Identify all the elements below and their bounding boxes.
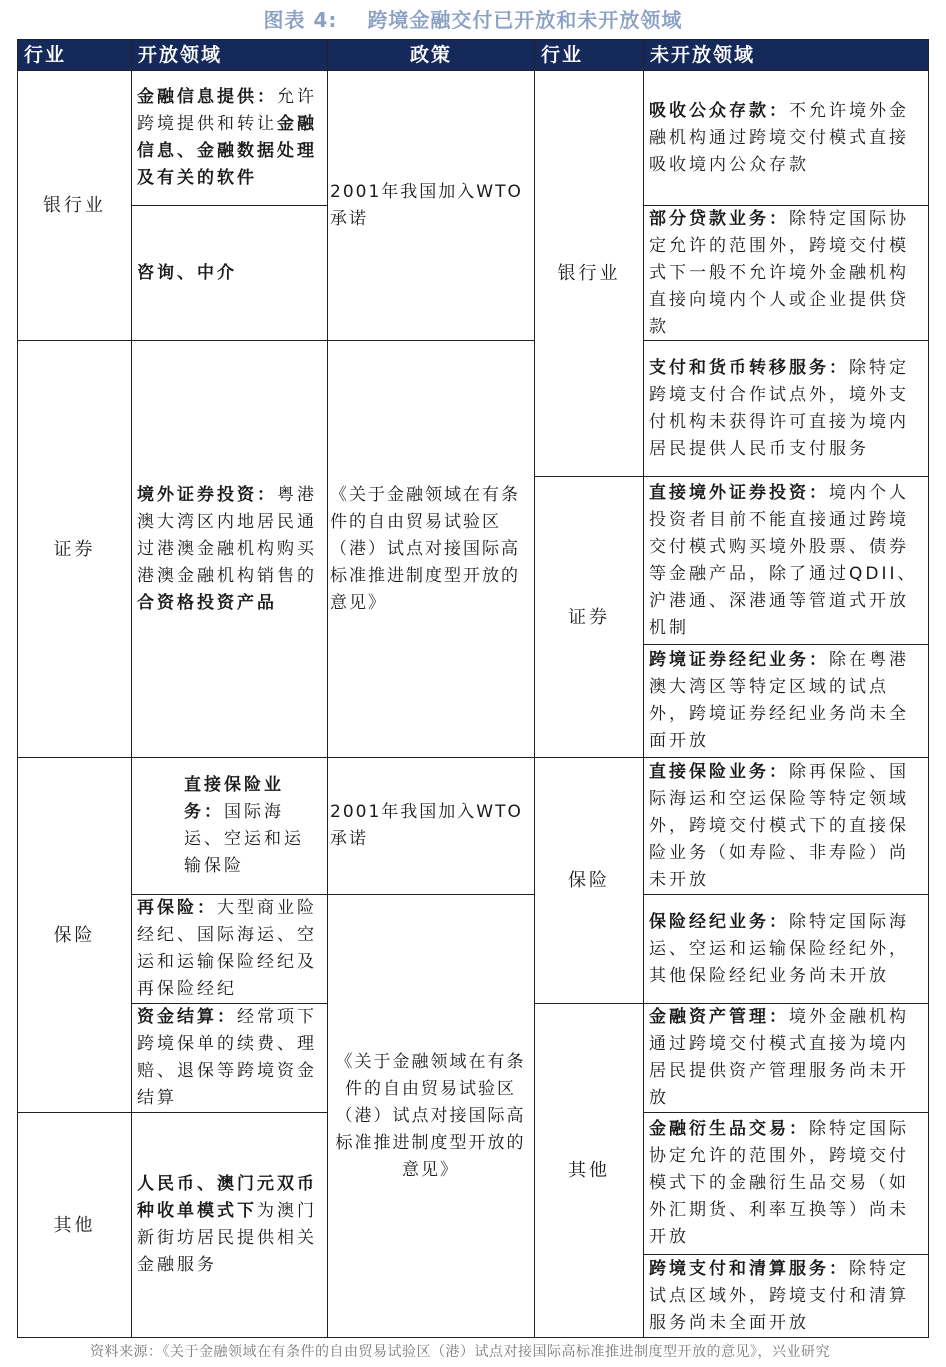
policy-opinion-securities	[327, 340, 535, 758]
closed-asset-management-text	[649, 1004, 924, 1112]
policy-wto-banking	[327, 70, 535, 341]
header-industry-label: 行业	[24, 43, 67, 66]
industry-other	[17, 1112, 132, 1338]
open-bank2-bold: 咨询、中介	[137, 262, 237, 283]
closed-insurance-brokerage	[643, 894, 929, 1004]
policy-wto-banking-text: 2001年我国加入WTO承诺	[330, 181, 523, 229]
right-industry-banking-label: 银行业	[557, 263, 621, 284]
closed-c1-bold: 吸收公众存款：	[649, 100, 789, 121]
right-industry-other-label: 其他	[568, 1160, 610, 1181]
header-industry-2-label: 行业	[541, 43, 584, 66]
closed-payment-transfer-text	[649, 355, 924, 463]
header-open	[131, 39, 328, 71]
closed-c3-text: 除特定跨境支付合作试点外，境外支付机构未获得许可直接为境内居民提供人民币支付服务	[649, 357, 909, 459]
open-ins2-bold: 再保险：	[137, 898, 217, 918]
open-insurance-direct-text	[184, 772, 323, 880]
source-note: 资料来源：《关于金融领域在有条件的自由贸易试验区（港）试点对接国际高标准推进制度型开放的意见》，兴业研究	[90, 1344, 830, 1360]
closed-c8-text: 境外金融机构通过跨境交付模式直接为境内居民提供资产管理服务尚未开放	[649, 1007, 909, 1108]
open-bank1-bold2: 金融信息、金融数据处理及有关的软件	[137, 114, 317, 188]
closed-c7-text: 除特定国际海运、空运和运输保险经纪外，其他保险经纪业务尚未开放	[649, 911, 909, 986]
closed-payment-transfer	[643, 340, 929, 477]
closed-direct-securities-text	[649, 480, 924, 642]
open-sec1-text: 粤港澳大湾区内地居民通过港澳金融机构购买港澳金融机构销售的	[137, 484, 317, 586]
closed-c5-bold: 跨境证券经纪业务：	[649, 650, 829, 670]
closed-insurance-brokerage-text	[649, 909, 924, 990]
closed-asset-management	[643, 1003, 929, 1113]
open-oth1-text: 为澳门新街坊居民提供相关金融服务	[137, 1201, 317, 1275]
open-insurance-settlement-text	[137, 1004, 323, 1112]
closed-derivatives-text	[649, 1116, 924, 1251]
open-banking-financial-info	[131, 70, 328, 206]
figure-label: 图表 4:	[263, 8, 338, 32]
open-insurance-settlement	[131, 1003, 328, 1113]
right-industry-other	[534, 1003, 644, 1338]
policy-opinion-securities-text: 《关于金融领域在有条件的自由贸易试验区（港）试点对接国际高标准推进制度型开放的意见》	[330, 484, 520, 613]
open-other-dual-currency	[131, 1112, 328, 1338]
industry-other-label: 其他	[53, 1214, 96, 1236]
open-securities-investment-text	[137, 482, 323, 617]
policy-opinion-other-text: 《关于金融领域在有条件的自由贸易试验区（港）试点对接国际高标准推进制度型开放的意见》	[335, 1051, 526, 1180]
header-closed-label: 未开放领域	[650, 43, 756, 66]
header-industry-2	[534, 39, 644, 71]
open-bank1-text: 允许跨境提供和转让	[137, 87, 317, 134]
open-other-dual-currency-text	[137, 1171, 323, 1279]
closed-loans	[643, 205, 929, 341]
policy-wto-insurance-text: 2001年我国加入WTO承诺	[330, 802, 523, 849]
closed-c9-bold: 金融衍生品交易：	[649, 1119, 809, 1139]
open-ins3-bold: 资金结算：	[137, 1007, 237, 1027]
industry-securities-label: 证券	[53, 538, 96, 560]
closed-payment-clearing	[643, 1254, 929, 1338]
open-insurance-reinsurance	[131, 894, 328, 1004]
open-oth1-bold: 人民币、澳门元双币种收单模式下	[137, 1174, 317, 1221]
closed-c3-bold: 支付和货币转移服务：	[649, 357, 849, 378]
open-ins3-text: 经常项下跨境保单的续费、理赔、退保等跨境资金结算	[137, 1007, 317, 1108]
open-banking-financial-info-text	[137, 84, 323, 192]
closed-c8-bold: 金融资产管理：	[649, 1007, 789, 1027]
closed-securities-brokerage	[643, 644, 929, 758]
industry-insurance	[17, 757, 132, 1113]
open-banking-consulting	[131, 205, 328, 341]
closed-c5-text: 除在粤港澳大湾区等特定区域的试点外，跨境证券经纪业务尚未全面开放	[649, 650, 909, 751]
industry-securities	[17, 340, 132, 758]
closed-c1-text: 不允许境外金融机构通过跨境交付模式直接吸收境内公众存款	[649, 100, 909, 175]
header-open-label: 开放领域	[138, 43, 223, 66]
closed-c2-bold: 部分贷款业务：	[649, 208, 789, 229]
closed-c7-bold: 保险经纪业务：	[649, 911, 789, 932]
right-industry-banking	[534, 70, 644, 477]
open-insurance-direct	[131, 757, 328, 895]
closed-public-deposits	[643, 70, 929, 206]
open-sec1-bold2: 合资格投资产品	[137, 592, 277, 613]
open-ins1-text: 国际海运、空运和运输保险	[184, 802, 304, 876]
closed-securities-brokerage-text	[649, 647, 924, 755]
open-securities-investment	[131, 340, 328, 758]
policy-opinion-other	[327, 894, 535, 1338]
open-ins2-text: 大型商业险经纪、国际海运、空运和运输保险经纪及再保险经纪	[137, 898, 317, 999]
industry-banking	[17, 70, 132, 341]
right-industry-securities-label: 证券	[568, 606, 610, 628]
closed-c9-text: 除特定国际协定允许的范围外，跨境交付模式下的金融衍生品交易（如外汇期货、利率互换等）尚未开放	[649, 1119, 909, 1247]
header-policy-label: 政策	[409, 43, 452, 66]
open-bank1-bold: 金融信息提供：	[137, 87, 277, 107]
closed-direct-insurance-text	[649, 759, 924, 894]
closed-direct-insurance	[643, 757, 929, 895]
closed-c6-bold: 直接保险业务：	[649, 761, 789, 782]
industry-banking-label: 银行业	[43, 195, 106, 216]
closed-c6-text: 除再保险、国际海运和空运保险等特定领域外，跨境交付模式下的直接保险业务（如寿险、非寿险）尚未开放	[649, 761, 909, 890]
closed-c10-bold: 跨境支付和清算服务：	[649, 1258, 849, 1279]
header-policy	[327, 39, 535, 71]
closed-c4-bold: 直接境外证券投资：	[649, 482, 829, 503]
closed-c4-text: 境内个人投资者目前不能直接通过跨境交付模式购买境外股票、债券等金融产品，除了通过QDII、沪港通、深港通等管道式开放机制	[649, 482, 918, 638]
right-industry-insurance-label: 保险	[568, 870, 610, 891]
right-industry-securities	[534, 476, 644, 758]
closed-payment-clearing-text	[649, 1256, 924, 1337]
open-sec1-bold: 境外证券投资：	[137, 484, 277, 505]
closed-c10-text: 除特定试点区域外，跨境支付和清算服务尚未全面开放	[649, 1258, 909, 1333]
right-industry-insurance	[534, 757, 644, 1004]
figure-title-text: 跨境金融交付已开放和未开放领域	[367, 8, 683, 32]
closed-direct-securities	[643, 476, 929, 645]
industry-insurance-label: 保险	[53, 924, 96, 946]
header-industry	[17, 39, 132, 71]
closed-c2-text: 除特定国际协定允许的范围外，跨境交付模式下一般不允许境外金融机构直接向境内个人或企业提供贷款	[649, 208, 909, 337]
open-insurance-reinsurance-text	[137, 895, 323, 1003]
closed-public-deposits-text	[649, 98, 924, 179]
open-banking-consulting-text	[137, 260, 323, 287]
policy-wto-insurance	[327, 757, 535, 895]
header-closed	[643, 39, 929, 71]
closed-loans-text	[649, 206, 924, 341]
open-ins1-bold: 直接保险业务：	[184, 775, 284, 822]
figure-title	[0, 4, 946, 33]
closed-derivatives	[643, 1112, 929, 1255]
